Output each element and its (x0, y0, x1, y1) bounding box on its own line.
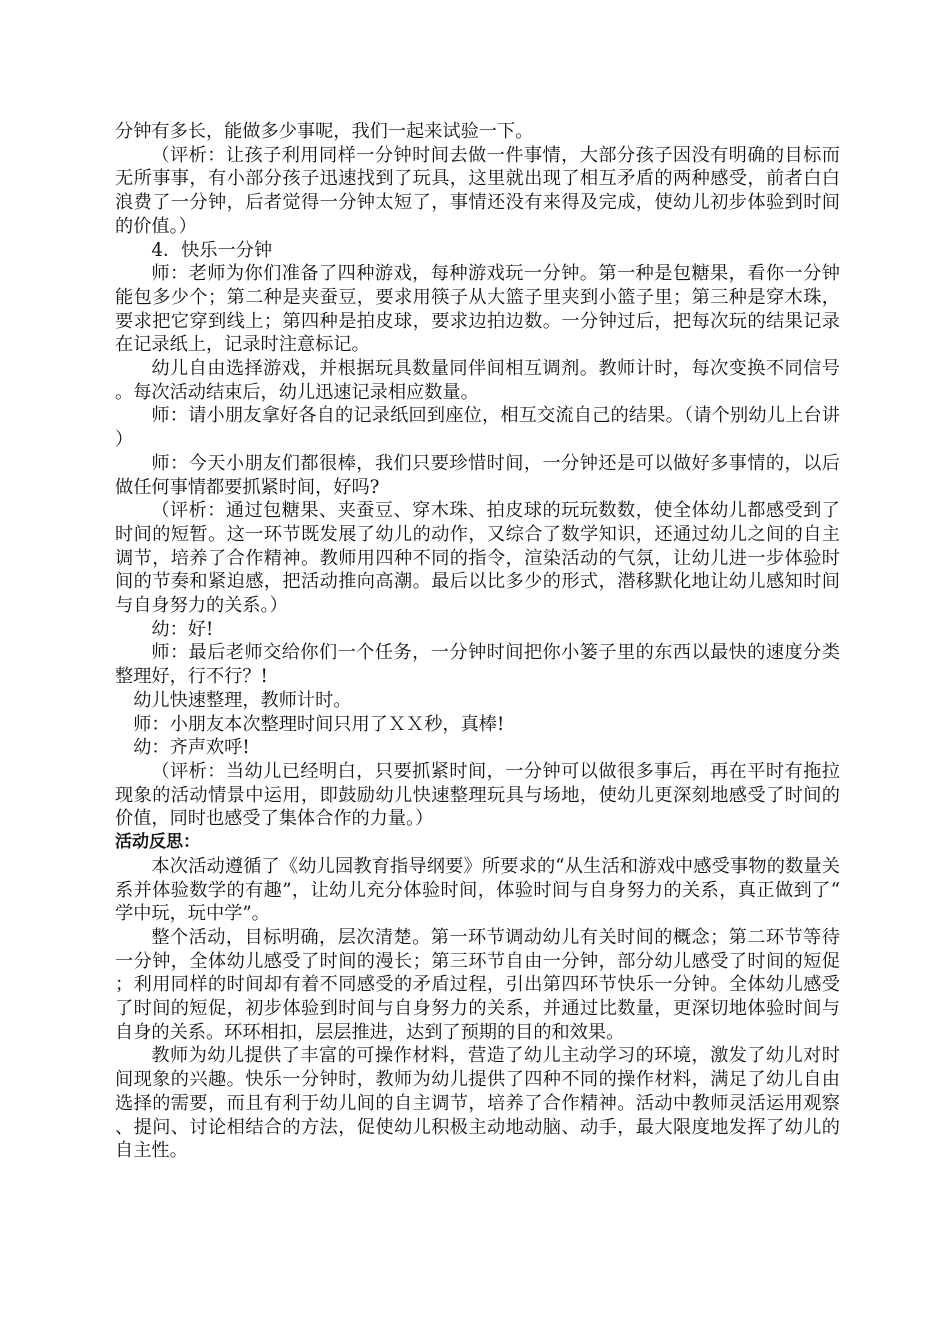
reflection-paragraph-3: 教师为幼儿提供了丰富的可操作材料，营造了幼儿主动学习的环境，激发了幼儿对时间现象的兴趣。快乐一分钟时，教师为幼儿提供了四种不同的操作材料，满足了幼儿自由选择的需要，而且有利于幼儿间的自主调节，培养了合作精神。活动中教师灵活运用观察、提问、讨论相结合的方法，促使幼儿积极主动地动脑、动手，最大限度地发挥了幼儿的自主性。 (115, 1045, 840, 1162)
paragraph-commentary-3: （评析：当幼儿已经明白，只要抓紧时间，一分钟可以做很多事后，再在平时有拖拉现象的活动情景中运用，即鼓励幼儿快速整理玩具与场地，使幼儿更深刻地感受了时间的价值，同时也感受了集体合作的力量。） (115, 760, 840, 830)
paragraph-teacher-result: 师：小朋友本次整理时间只用了ＸＸ秒，真棒! (133, 713, 505, 735)
paragraph-teacher-task: 师：最后老师交给你们一个任务，一分钟时间把你小篓子里的东西以最快的速度分类整理好，行不行？! (115, 642, 840, 688)
paragraph-commentary-2: （评析：通过包糖果、夹蚕豆、穿木珠、拍皮球的玩玩数数，使全体幼儿都感受到了时间的短暂。这一环节既发展了幼儿的动作，又综合了数学知识，还通过幼儿之间的自主调节，培养了合作精神。教师用四种不同的指令，渲染活动的气氛，让幼儿进一步体验时间的节奏和紧迫感，把活动推向高潮。最后以比多少的形式，潜移默化地让幼儿感知时间与自身努力的关系。） (115, 500, 840, 617)
reflection-paragraph-2: 整个活动，目标明确，层次清楚。第一环节调动幼儿有关时间的概念；第二环节等待一分钟，全体幼儿感受了时间的漫长；第三环节自由一分钟，部分幼儿感受了时间的短促；利用同样的时间却有着不同感受的矛盾过程，引出第四环节快乐一分钟。全体幼儿感受了时间的短促，初步体验到时间与自身努力的关系，并通过比数量，更深切地体验时间与自身的关系。环环相扣，层层推进，达到了预期的目的和效果。 (115, 926, 840, 1043)
reflection-paragraph-1: 本次活动遵循了《幼儿园教育指导纲要》所要求的“从生活和游戏中感受事物的数量关系并体验数学的有趣”，让幼儿充分体验时间，体验时间与自身努力的关系，真正做到了“学中玩，玩中学”。 (115, 855, 840, 925)
paragraph-child-cheer: 幼：齐声欢呼! (133, 737, 250, 759)
paragraph-children-tidy: 幼儿快速整理，教师计时。 (133, 689, 352, 711)
paragraph-child-reply: 幼：好! (151, 618, 214, 640)
paragraph-intro-continued: 分钟有多长，能做多少事呢，我们一起来试验一下。 (115, 121, 534, 142)
paragraph-teacher-share: 师：请小朋友拿好各自的记录纸回到座位，相互交流自己的结果。（请个别幼儿上台讲） (115, 405, 840, 451)
section-title-happy-minute: 4．快乐一分钟 (151, 239, 273, 261)
paragraph-teacher-praise: 师：今天小朋友们都很棒，我们只要珍惜时间，一分钟还是可以做好多事情的，以后做任何事情都要抓紧时间，好吗? (115, 452, 840, 498)
paragraph-commentary-1: （评析：让孩子利用同样一分钟时间去做一件事情，大部分孩子因没有明确的目标而无所事事，有小部分孩子迅速找到了玩具，这里就出现了相互矛盾的两种感受，前者白白浪费了一分钟，后者觉得一分钟太短了，事情还没有来得及完成，使幼儿初步体验到时间的价值。） (115, 144, 840, 237)
reflection-heading: 活动反思： (115, 832, 200, 853)
paragraph-teacher-games: 师：老师为你们准备了四种游戏，每种游戏玩一分钟。第一种是包糖果，看你一分钟能包多少个；第二种是夹蚕豆，要求用筷子从大篮子里夹到小篮子里；第三种是穿木珠，要求把它穿到线上；第四种是拍皮球，要求边拍边数。一分钟过后，把每次玩的结果记录在记录纸上，记录时注意标记。 (115, 263, 840, 356)
paragraph-children-choose: 幼儿自由选择游戏，并根据玩具数量同伴间相互调剂。教师计时，每次变换不同信号。每次活动结束后，幼儿迅速记录相应数量。 (115, 358, 840, 403)
document-page (115, 120, 840, 1163)
